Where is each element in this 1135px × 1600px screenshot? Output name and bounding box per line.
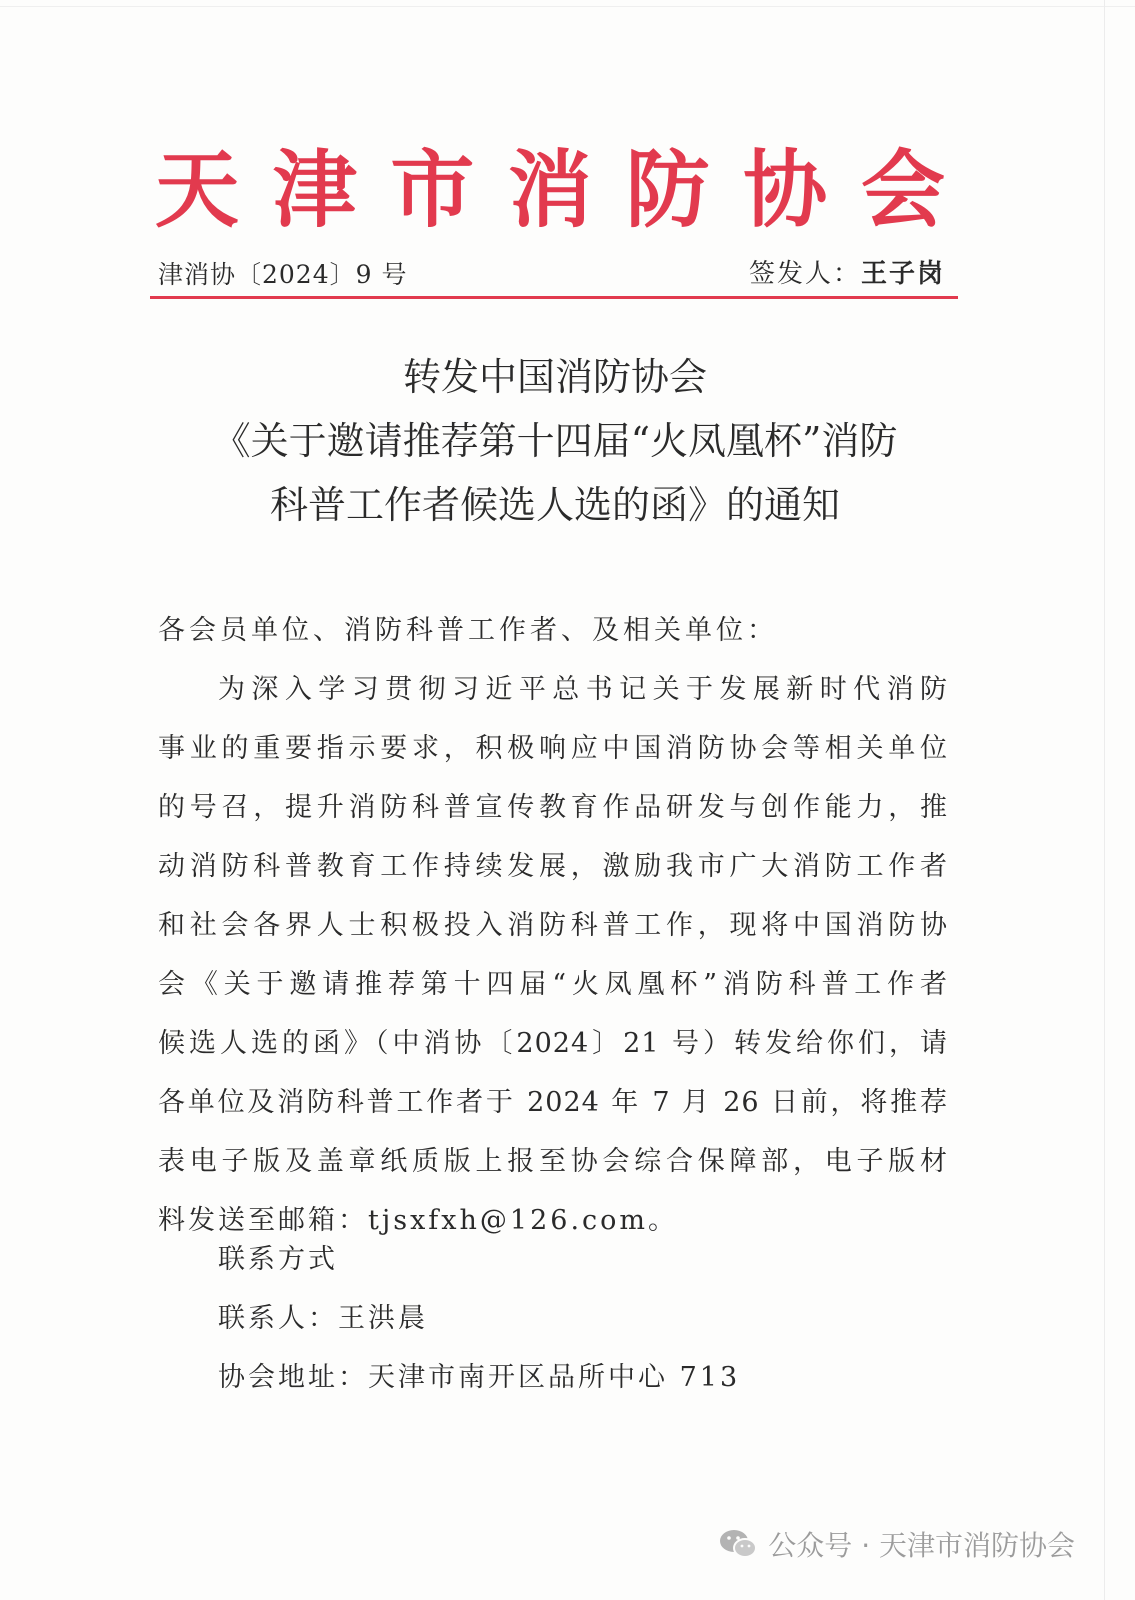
body-line: 事业的重要指示要求，积极响应中国消防协会等相关单位	[158, 733, 948, 764]
letterhead-char: 市	[390, 140, 475, 239]
red-divider	[150, 296, 958, 299]
issuer-line	[749, 253, 945, 290]
body-line: 和社会各界人士积极投入消防科普工作，现将中国消防协	[158, 910, 948, 941]
scan-edge-top	[0, 6, 1135, 7]
body-paragraph	[158, 660, 948, 1250]
body-line: 各单位及消防科普工作者于 2024 年 7 月 26 日前，将推荐	[158, 1087, 948, 1118]
issuer-name: 王子岗	[860, 259, 945, 289]
title-line: 《关于邀请推荐第十四届“火凤凰杯”消防	[212, 419, 898, 463]
body-line: 为深入学习贯彻习近平总书记关于发展新时代消防	[218, 674, 948, 705]
body-line: 会《关于邀请推荐第十四届“火凤凰杯”消防科普工作者	[158, 969, 948, 1000]
issuer-label: 签发人：	[748, 259, 861, 289]
contact-person: 联系人：王洪晨	[218, 1303, 428, 1334]
letterhead-char: 协	[743, 140, 828, 239]
letterhead-title	[155, 140, 945, 240]
body-line: 候选人选的函》（中消协〔2024〕21 号）转发给你们，请	[158, 1028, 948, 1059]
body-line: 的号召，提升消防科普宣传教育作品研发与创作能力，推	[158, 792, 948, 823]
contact-address: 协会地址：天津市南开区品所中心 713	[218, 1362, 741, 1393]
contact-section	[218, 1230, 740, 1407]
title-line: 转发中国消防协会	[402, 355, 707, 399]
body-line: 动消防科普教育工作持续发展，激励我市广大消防工作者	[158, 851, 948, 882]
letterhead-char: 天	[155, 140, 240, 239]
contact-heading: 联系方式	[218, 1244, 338, 1275]
watermark-text: 公众号 · 天津市消防协会	[768, 1529, 1075, 1562]
letterhead-char: 防	[625, 140, 710, 239]
scan-edge-right	[1104, 0, 1105, 1600]
body-line: 料发送至邮箱：tjsxfxh@126.com。	[158, 1205, 679, 1236]
salutation: 各会员单位、消防科普工作者、及相关单位：	[158, 615, 778, 646]
body-line: 表电子版及盖章纸质版上报至协会综合保障部，电子版材	[158, 1146, 948, 1177]
document-title	[150, 345, 960, 537]
letterhead-char: 津	[272, 140, 357, 239]
title-line: 科普工作者候选人选的函》的通知	[269, 483, 840, 527]
letterhead-char: 消	[507, 140, 592, 239]
letterhead-char: 会	[860, 140, 945, 239]
document-number: 津消协〔2024〕9 号	[158, 260, 408, 289]
wechat-icon	[718, 1527, 758, 1561]
wechat-watermark	[718, 1524, 1075, 1564]
